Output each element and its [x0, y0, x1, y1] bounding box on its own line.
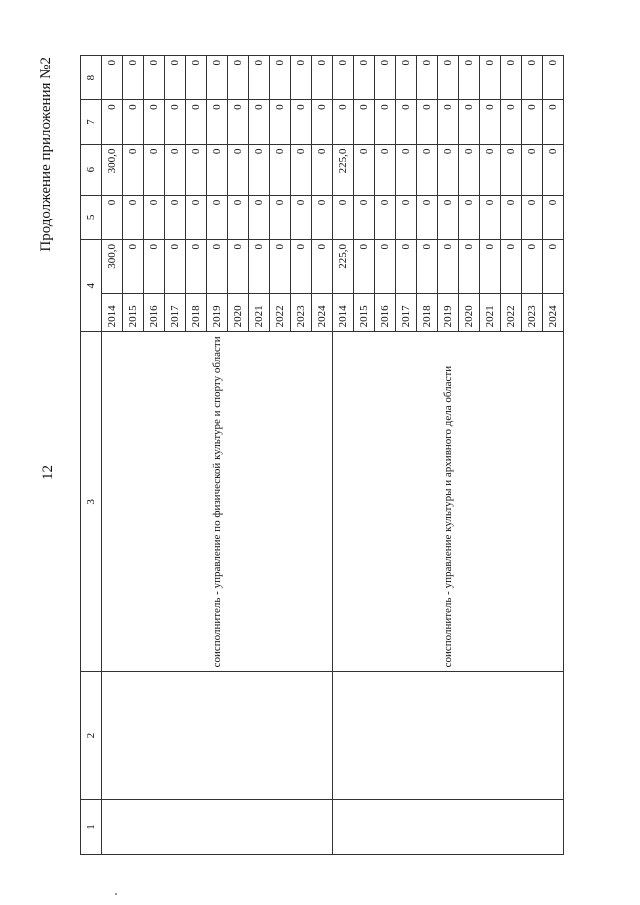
value-cell-4: 0 — [522, 240, 543, 294]
column-header-2: 2 — [81, 672, 102, 799]
value-cell-4: 225,0 — [333, 240, 354, 294]
value-cell-5: 0 — [501, 195, 522, 239]
value-cell-7: 0 — [312, 100, 333, 144]
value-cell-4: 0 — [480, 240, 501, 294]
value-cell-7: 0 — [417, 100, 438, 144]
value-cell-5: 0 — [438, 195, 459, 239]
value-cell-5: 0 — [459, 195, 480, 239]
year-cell: 2020 — [459, 294, 480, 332]
value-cell-7: 0 — [543, 100, 564, 144]
value-cell-4: 0 — [417, 240, 438, 294]
value-cell-5: 0 — [375, 195, 396, 239]
year-cell: 2019 — [438, 294, 459, 332]
value-cell-7: 0 — [207, 100, 228, 144]
year-cell: 2014 — [102, 294, 123, 332]
value-cell-4: 0 — [165, 240, 186, 294]
value-cell-6: 0 — [144, 144, 165, 195]
value-cell-5: 0 — [312, 195, 333, 239]
value-cell-4: 0 — [207, 240, 228, 294]
year-cell: 2015 — [354, 294, 375, 332]
value-cell-7: 0 — [165, 100, 186, 144]
table-row — [102, 56, 123, 855]
value-cell-7: 0 — [501, 100, 522, 144]
value-cell-4: 0 — [249, 240, 270, 294]
value-cell-5: 0 — [228, 195, 249, 239]
year-cell: 2024 — [312, 294, 333, 332]
year-cell: 2021 — [480, 294, 501, 332]
value-cell-5: 0 — [480, 195, 501, 239]
value-cell-6: 0 — [438, 144, 459, 195]
value-cell-7: 0 — [249, 100, 270, 144]
value-cell-6: 0 — [186, 144, 207, 195]
value-cell-8: 0 — [123, 56, 144, 100]
value-cell-5: 0 — [543, 195, 564, 239]
value-cell-8: 0 — [333, 56, 354, 100]
value-cell-6: 0 — [312, 144, 333, 195]
year-cell: 2018 — [417, 294, 438, 332]
value-cell-6: 0 — [291, 144, 312, 195]
value-cell-6: 0 — [354, 144, 375, 195]
executor-cell: соисполнитель - управление культуры и архивного дела области — [333, 332, 564, 672]
cell-col2 — [333, 672, 564, 799]
value-cell-8: 0 — [291, 56, 312, 100]
value-cell-8: 0 — [480, 56, 501, 100]
value-cell-8: 0 — [543, 56, 564, 100]
value-cell-4: 0 — [459, 240, 480, 294]
value-cell-4: 0 — [375, 240, 396, 294]
value-cell-4: 0 — [186, 240, 207, 294]
value-cell-7: 0 — [270, 100, 291, 144]
year-cell: 2015 — [123, 294, 144, 332]
value-cell-6: 0 — [543, 144, 564, 195]
value-cell-4: 0 — [438, 240, 459, 294]
table-row — [333, 56, 354, 855]
value-cell-7: 0 — [375, 100, 396, 144]
value-cell-6: 0 — [501, 144, 522, 195]
value-cell-6: 0 — [459, 144, 480, 195]
value-cell-8: 0 — [375, 56, 396, 100]
value-cell-8: 0 — [312, 56, 333, 100]
value-cell-7: 0 — [333, 100, 354, 144]
value-cell-4: 0 — [270, 240, 291, 294]
year-cell: 2021 — [249, 294, 270, 332]
value-cell-8: 0 — [249, 56, 270, 100]
value-cell-6: 0 — [207, 144, 228, 195]
executor-cell: соисполнитель - управление по физической культуре и спорту области — [102, 332, 333, 672]
value-cell-5: 0 — [102, 195, 123, 239]
value-cell-7: 0 — [480, 100, 501, 144]
year-cell: 2017 — [165, 294, 186, 332]
value-cell-4: 0 — [312, 240, 333, 294]
value-cell-6: 0 — [417, 144, 438, 195]
value-cell-8: 0 — [522, 56, 543, 100]
column-header-4: 4 — [81, 240, 102, 332]
value-cell-4: 0 — [396, 240, 417, 294]
value-cell-6: 0 — [165, 144, 186, 195]
cell-col2 — [102, 672, 333, 799]
year-cell: 2023 — [291, 294, 312, 332]
year-cell: 2022 — [501, 294, 522, 332]
budget-table — [80, 55, 564, 855]
value-cell-4: 0 — [501, 240, 522, 294]
value-cell-4: 0 — [123, 240, 144, 294]
value-cell-7: 0 — [102, 100, 123, 144]
value-cell-6: 0 — [522, 144, 543, 195]
value-cell-6: 0 — [375, 144, 396, 195]
value-cell-6: 0 — [123, 144, 144, 195]
value-cell-4: 0 — [354, 240, 375, 294]
value-cell-5: 0 — [207, 195, 228, 239]
value-cell-8: 0 — [144, 56, 165, 100]
value-cell-4: 0 — [228, 240, 249, 294]
value-cell-5: 0 — [417, 195, 438, 239]
value-cell-8: 0 — [459, 56, 480, 100]
column-header-5: 5 — [81, 195, 102, 239]
value-cell-5: 0 — [144, 195, 165, 239]
value-cell-4: 0 — [543, 240, 564, 294]
year-cell: 2016 — [375, 294, 396, 332]
value-cell-6: 300,0 — [102, 144, 123, 195]
appendix-title: Продолжение приложения №2 — [38, 57, 54, 252]
value-cell-8: 0 — [438, 56, 459, 100]
value-cell-8: 0 — [501, 56, 522, 100]
value-cell-7: 0 — [459, 100, 480, 144]
value-cell-5: 0 — [165, 195, 186, 239]
value-cell-7: 0 — [396, 100, 417, 144]
value-cell-8: 0 — [417, 56, 438, 100]
column-header-7: 7 — [81, 100, 102, 144]
value-cell-5: 0 — [186, 195, 207, 239]
value-cell-6: 0 — [480, 144, 501, 195]
page-number: 12 — [40, 465, 56, 480]
value-cell-8: 0 — [270, 56, 291, 100]
value-cell-6: 0 — [249, 144, 270, 195]
year-cell: 2020 — [228, 294, 249, 332]
year-cell: 2023 — [522, 294, 543, 332]
value-cell-7: 0 — [123, 100, 144, 144]
value-cell-5: 0 — [249, 195, 270, 239]
column-header-3: 3 — [81, 332, 102, 672]
value-cell-7: 0 — [144, 100, 165, 144]
value-cell-5: 0 — [123, 195, 144, 239]
year-cell: 2014 — [333, 294, 354, 332]
value-cell-7: 0 — [228, 100, 249, 144]
value-cell-5: 0 — [270, 195, 291, 239]
value-cell-7: 0 — [186, 100, 207, 144]
value-cell-7: 0 — [522, 100, 543, 144]
column-header-1: 1 — [81, 799, 102, 854]
value-cell-6: 0 — [228, 144, 249, 195]
value-cell-7: 0 — [291, 100, 312, 144]
value-cell-6: 0 — [396, 144, 417, 195]
value-cell-8: 0 — [102, 56, 123, 100]
value-cell-8: 0 — [354, 56, 375, 100]
header-row — [81, 56, 102, 855]
value-cell-6: 0 — [270, 144, 291, 195]
value-cell-5: 0 — [291, 195, 312, 239]
value-cell-5: 0 — [396, 195, 417, 239]
year-cell: 2018 — [186, 294, 207, 332]
scan-speck — [115, 893, 117, 895]
value-cell-8: 0 — [396, 56, 417, 100]
year-cell: 2017 — [396, 294, 417, 332]
value-cell-4: 0 — [144, 240, 165, 294]
cell-col1 — [102, 799, 333, 854]
value-cell-5: 0 — [354, 195, 375, 239]
column-header-8: 8 — [81, 56, 102, 100]
value-cell-8: 0 — [228, 56, 249, 100]
year-cell: 2019 — [207, 294, 228, 332]
value-cell-8: 0 — [165, 56, 186, 100]
value-cell-5: 0 — [333, 195, 354, 239]
value-cell-5: 0 — [522, 195, 543, 239]
value-cell-4: 0 — [291, 240, 312, 294]
rotated-content — [38, 55, 590, 855]
value-cell-7: 0 — [354, 100, 375, 144]
value-cell-8: 0 — [207, 56, 228, 100]
year-cell: 2022 — [270, 294, 291, 332]
column-header-6: 6 — [81, 144, 102, 195]
value-cell-7: 0 — [438, 100, 459, 144]
cell-col1 — [333, 799, 564, 854]
value-cell-4: 300,0 — [102, 240, 123, 294]
year-cell: 2016 — [144, 294, 165, 332]
year-cell: 2024 — [543, 294, 564, 332]
value-cell-8: 0 — [186, 56, 207, 100]
value-cell-6: 225,0 — [333, 144, 354, 195]
